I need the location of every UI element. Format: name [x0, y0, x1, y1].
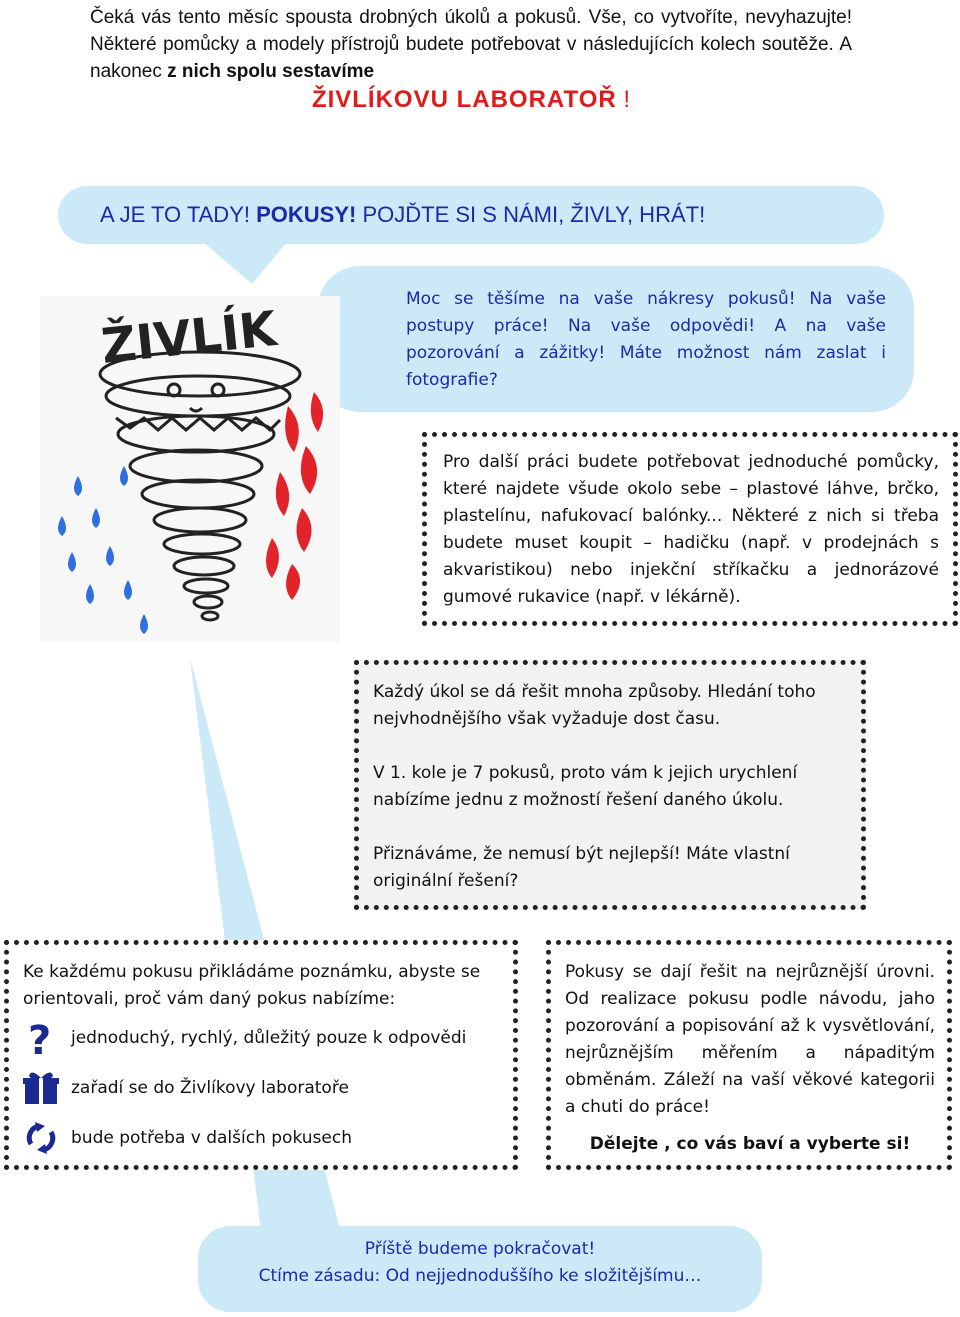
tasks-paragraph-2: V 1. kole je 7 pokusů, proto vám k jejich urychlení nabízíme jednu z možností řešení daného úkolu.	[373, 763, 798, 810]
legend-box	[4, 940, 518, 1170]
materials-text: Pro další práci budete potřebovat jednoduché pomůcky, které najdete všude okolo sebe – plastové láhve, brčko, plastelínu, nafukovací balónky... Některé z nich si třeba budete muset koupit – hadičku (např. v prodejnách s akvaristikou) nebo injekční stříkačku a jednorázové gumové rukavice (např. v lékárně).	[443, 452, 939, 607]
tasks-paragraph-1: Každý úkol se dá řešit mnoha způsoby. Hledání toho nejvhodnějšího však vyžaduje dost času.	[373, 682, 816, 729]
tasks-box	[354, 660, 866, 910]
bubble-top-part3: POJĎTE SI S NÁMI, ŽIVLY, HRÁT!	[362, 202, 706, 227]
levels-text: Pokusy se dají řešit na nejrůznější úrovni. Od realizace pokusu podle návodu, jaho pozorování a popisování až k vysvětlování, nejrůznějším měřením a nápaditým obměnám. Záleží na vaší věkové kategorii a chuti do práce!	[565, 962, 935, 1117]
svg-text:?: ?	[28, 1018, 52, 1058]
speech-bubble-bottom	[198, 1226, 762, 1312]
bubble-top-part2: POKUSY!	[256, 202, 357, 227]
levels-box	[546, 940, 952, 1170]
levels-cta: Dělejte , co vás baví a vyberte si!	[589, 1134, 911, 1154]
speech-bubble-right	[318, 266, 914, 412]
legend-item-label: jednoduchý, rychlý, důležitý pouze k odpovědi	[71, 1027, 467, 1048]
materials-box	[422, 432, 958, 626]
recycle-arrows-icon	[23, 1119, 59, 1157]
intro-bold-tail: z nich spolu sestavíme	[167, 61, 375, 82]
legend-item	[23, 1063, 501, 1113]
gift-icon	[23, 1069, 59, 1107]
zivlik-logo	[40, 296, 340, 642]
bubble-top-part1: A JE TO TADY!	[100, 202, 250, 227]
legend-intro: Ke každému pokusu přikládáme poznámku, abyste se orientovali, proč vám daný pokus nabízíme:	[23, 962, 481, 1009]
bubble-right-text: Moc se těšíme na vaše nákresy pokusů! Na vaše postupy práce! Na vaše odpovědi! A na vaše pozorování a zážitky! Máte možnost nám zaslat i fotografie?	[406, 289, 886, 390]
speech-bubble-top	[58, 186, 884, 244]
legend-item-label: zařadí se do Živlíkovy laboratoře	[71, 1077, 349, 1098]
lab-title-excl: !	[623, 86, 631, 113]
logo-wordmark: ŽIVLÍK	[98, 300, 280, 375]
bubble-bottom-line1: Příště budeme pokračovat!	[364, 1239, 596, 1259]
intro-text: Čeká vás tento měsíc spousta drobných úkolů a pokusů. Vše, co vytvoříte, nevyhazujte! Některé pomůcky a modely přístrojů budete potřebovat v následujících kolech soutěže. A nakonec	[90, 7, 852, 82]
bubble-bottom-line2: Ctíme zásadu: Od nejjednoduššího ke složitějšímu…	[258, 1266, 702, 1286]
lab-title-text: ŽIVLÍKOVU LABORATOŘ	[311, 86, 617, 113]
legend-item-label: bude potřeba v dalších pokusech	[71, 1127, 352, 1148]
tasks-paragraph-3: Přiznáváme, že nemusí být nejlepší! Máte vlastní originální řešení?	[373, 844, 790, 891]
legend-item	[23, 1113, 501, 1163]
question-mark-icon	[23, 1019, 59, 1057]
legend-item	[23, 1013, 501, 1063]
